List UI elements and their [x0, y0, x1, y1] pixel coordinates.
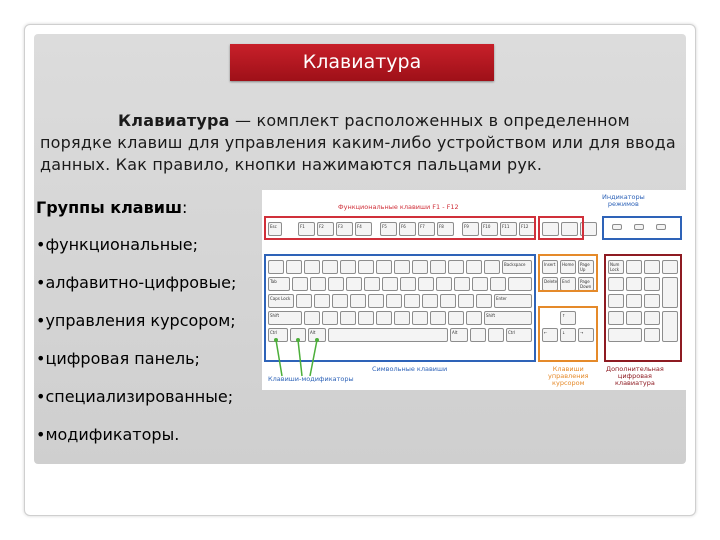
intro-term: Клавиатура: [118, 111, 230, 130]
arrow-right-key: →: [578, 328, 594, 342]
cursor-keys-label: Клавиши управления курсором: [548, 365, 589, 387]
group-item: •специализированные;: [36, 387, 234, 406]
key-groups: [36, 198, 266, 463]
enter-key: Enter: [494, 294, 532, 308]
arrow-head-icon: [296, 338, 300, 342]
navigation-key: Insert: [542, 260, 558, 274]
group-item: •функциональные;: [36, 235, 199, 254]
function-key: F2: [317, 222, 334, 236]
function-key: F10: [481, 222, 498, 236]
keyboard-image: [262, 190, 686, 390]
function-key: F12: [519, 222, 536, 236]
function-key: F5: [380, 222, 397, 236]
navigation-key: Home: [560, 260, 576, 274]
ctrl-key: Ctrl: [506, 328, 532, 342]
numlock-key: Num Lock: [608, 260, 624, 274]
navigation-key: Page Down: [578, 277, 594, 291]
shift-key: Shift: [484, 311, 532, 325]
arrow-icon: [276, 340, 282, 376]
ctrl-key: Ctrl: [268, 328, 288, 342]
alt-key: Alt: [308, 328, 326, 342]
modifier-arrows: [262, 190, 686, 390]
function-key: F7: [418, 222, 435, 236]
caps-lock-key: Caps Lock: [268, 294, 294, 308]
modifier-keys-label: Клавиши-модификаторы: [268, 375, 354, 383]
arrow-head-icon: [315, 338, 319, 342]
alt-key: Alt: [450, 328, 468, 342]
backspace-key: Backspace: [502, 260, 532, 274]
shift-key: Shift: [268, 311, 302, 325]
intro-paragraph: [40, 110, 680, 176]
group-item: •модификаторы.: [36, 425, 180, 444]
function-key: F11: [500, 222, 517, 236]
intro-definition: — комплект расположенных в определенном порядке клавиш для управления каким-либо устройством или для ввода данных. Как правило, кнопки нажимаются пальцами рук.: [40, 111, 676, 174]
arrow-icon: [310, 340, 317, 376]
esc-key: Esc: [268, 222, 282, 236]
function-key: F9: [462, 222, 479, 236]
arrow-up-key: ↑: [560, 311, 576, 325]
group-item: •алфавитно-цифровые;: [36, 273, 237, 292]
function-key: F4: [355, 222, 372, 236]
function-key: F3: [336, 222, 353, 236]
function-key: F6: [399, 222, 416, 236]
arrow-head-icon: [274, 338, 278, 342]
function-keys-label: Функциональные клавиши F1 - F12: [338, 203, 459, 211]
group-item: •цифровая панель;: [36, 349, 200, 368]
navigation-key: Page Up: [578, 260, 594, 274]
arrow-left-key: ←: [542, 328, 558, 342]
function-key: F1: [298, 222, 315, 236]
numpad-label: Дополнительная цифровая клавиатура: [606, 365, 664, 387]
group-item: •управления курсором;: [36, 311, 236, 330]
slide-title: Клавиатура: [230, 44, 494, 81]
function-key: F8: [437, 222, 454, 236]
groups-header: Группы клавиш:: [36, 198, 188, 217]
navigation-key: Delete: [542, 277, 558, 291]
tab-key: Tab: [268, 277, 290, 291]
symbol-keys-label: Символьные клавиши: [372, 365, 448, 373]
arrow-icon: [298, 340, 302, 376]
navigation-key: End: [560, 277, 576, 291]
arrow-down-key: ↓: [560, 328, 576, 342]
indicators-label: Индикаторы режимов: [602, 193, 645, 208]
